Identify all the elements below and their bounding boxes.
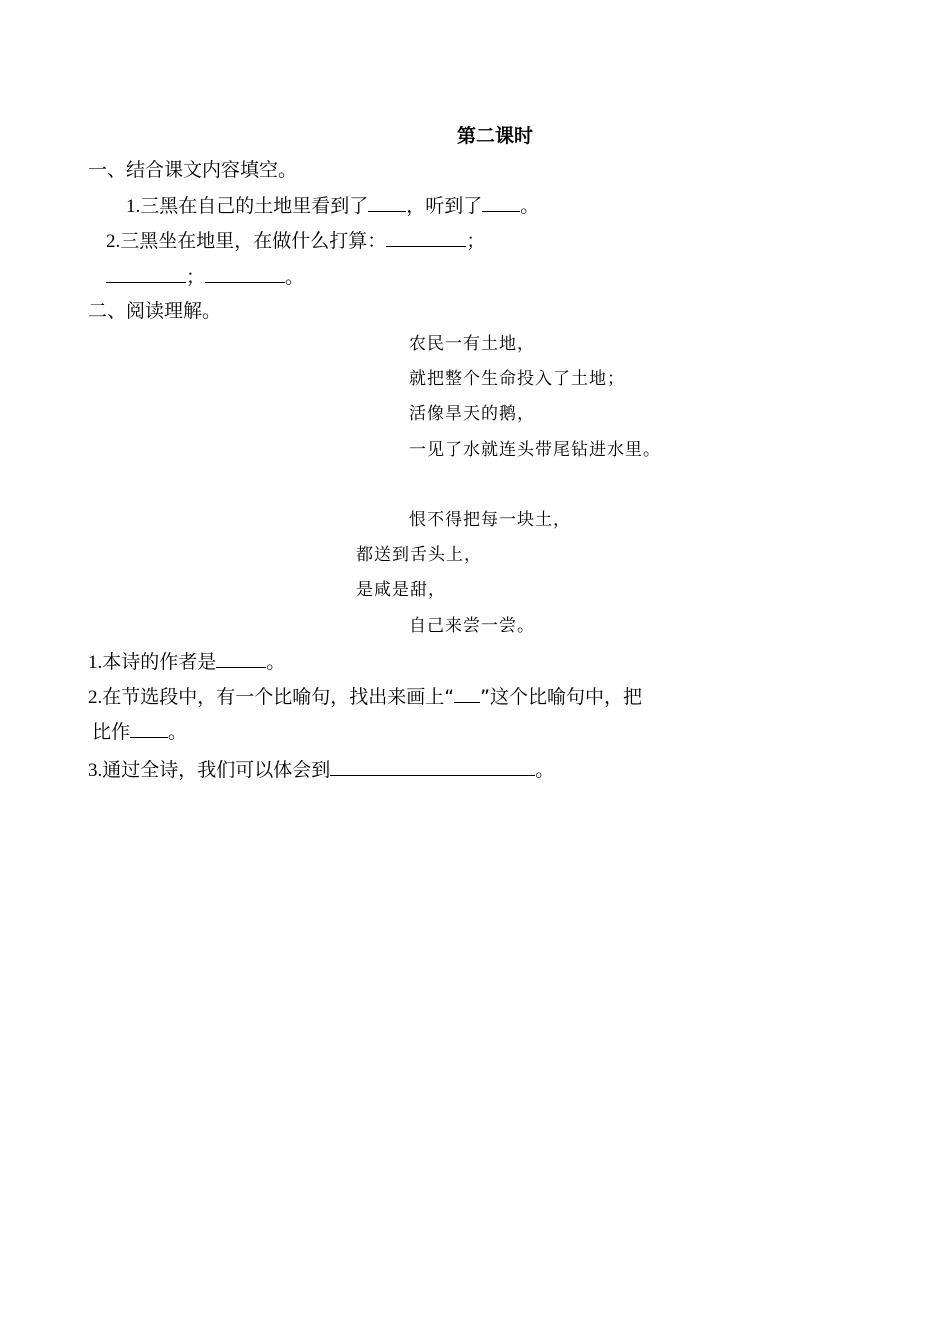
question-text: ；	[466, 230, 486, 252]
poem-line: 一见了水就连头带尾钻进水里。	[409, 440, 661, 460]
answer-blank[interactable]	[205, 264, 285, 283]
question-text: ”这个比喻句中，把	[480, 686, 642, 708]
poem-line: 是咸是甜，	[356, 580, 446, 600]
answer-blank[interactable]	[454, 684, 480, 703]
answer-blank[interactable]	[330, 757, 535, 776]
poem-line: 活像旱天的鹅，	[409, 404, 535, 424]
question-text: ，听到了	[406, 195, 483, 217]
poem-line: 农民一有土地，	[409, 334, 535, 354]
section1-question-2-continued	[106, 264, 304, 289]
question-number: 2.	[106, 231, 121, 252]
answer-blank[interactable]	[130, 719, 168, 738]
section2-question-2-continued	[92, 719, 187, 744]
answer-blank[interactable]	[482, 193, 520, 212]
section1-question-1	[126, 193, 539, 219]
question-text: 。	[535, 759, 555, 781]
question-number: 3.	[88, 760, 103, 781]
section1-question-2	[106, 228, 485, 254]
section2-question-2	[88, 684, 642, 710]
question-text: ；	[186, 266, 206, 288]
answer-blank[interactable]	[216, 649, 266, 668]
section2-heading: 二、阅读理解。	[88, 300, 222, 322]
answer-blank[interactable]	[386, 228, 466, 247]
question-text: 通过全诗，我们可以体会到	[102, 759, 331, 781]
question-text: 。	[520, 195, 540, 217]
section1-heading: 一、结合课文内容填空。	[88, 159, 298, 181]
question-text: 本诗的作者是	[102, 651, 217, 673]
question-number: 1.	[88, 652, 103, 673]
question-number: 1.	[126, 196, 141, 217]
answer-blank[interactable]	[368, 193, 406, 212]
poem-line: 就把整个生命投入了土地；	[409, 369, 625, 389]
poem-line: 自己来尝一尝。	[409, 616, 535, 636]
question-text: 。	[285, 266, 305, 288]
section2-question-3	[88, 757, 554, 783]
question-text: 三黑在自己的土地里看到了	[140, 195, 369, 217]
question-text: 。	[168, 721, 188, 743]
question-text: 。	[266, 651, 286, 673]
question-number: 2.	[88, 687, 103, 708]
question-text: 在节选段中，有一个比喻句，找出来画上“	[102, 686, 455, 708]
poem-line: 都送到舌头上，	[356, 545, 482, 565]
page-title: 第二课时	[457, 125, 534, 147]
answer-blank[interactable]	[106, 264, 186, 283]
section2-question-1	[88, 649, 285, 675]
question-text: 比作	[92, 721, 131, 743]
poem-line: 恨不得把每一块土，	[409, 510, 571, 530]
question-text: 三黑坐在地里，在做什么打算：	[120, 230, 387, 252]
